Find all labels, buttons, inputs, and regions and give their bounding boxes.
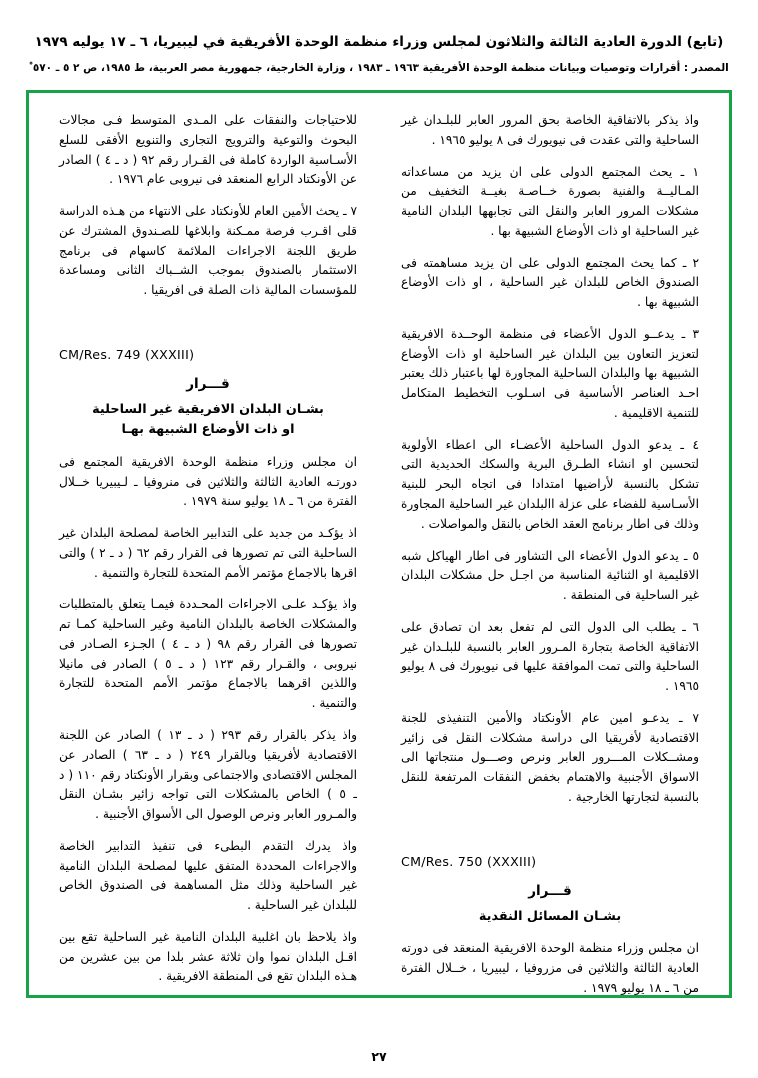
paragraph: ٥ ـ يدعو الدول الأعضاء الى التشاور فى اطار الهياكل شبه الاقليمية او الثنائية المناسبة من اجـل حل مشكلات البلدان غير الساحلية فى المنطقة .: [401, 548, 699, 603]
source-line: المصدر : أقرارات وتوصيات وبيانات منظمة الوحدة الأفريقية ١٩٦٣ ـ ١٩٨٣ ، وزارة الخارجية، جمهورية مصر العربية، ط ١٩٨٥، ص ٢ ٥ ـ ٥٧٠ ْ: [29, 62, 729, 75]
resolution-code: CM/Res. 749 (XXXIII): [59, 346, 195, 362]
paragraph: ان مجلس وزراء منظمة الوحدة الافريقية المنعقد فى دورته العادية الثالثة والثلاثين فى مزروفيا ، ليبيريا ، خــلال الفترة من ٦ ـ ١٨ يوليو ١٩٧٩ .: [401, 941, 699, 995]
paragraph: للاحتياجات والنفقات على المـدى المتوسط فـى مجالات البحوث والتوعية والترويج التجارى والتنويع الأفقى للسلع الأسـاسية الواردة كاملة فى القـرار رقم ٩٢ ( د ـ ٤ ) الصادر عن الأونكتاد الرابع المنعقد فى نيروبى عام ١٩٧٦ .: [59, 113, 358, 187]
content-frame: [26, 90, 732, 998]
paragraph: واذ يدرك التقدم البطىء فى تنفيذ التدابير الخاصة والاجراءات المحددة المتفق عليها لمصلحة البلدان النامية غير الساحلية وذلك مثل المساهمة فى الصندوق الخاص للبلدان غير الساحلية .: [59, 838, 357, 913]
paragraph: اذ يؤكـد من جديد على التدابير الخاصة لمصلحة البلدان غير الساحلية التى تم تصورها فى القرار رقم ٦٢ ( د ـ ٢ ) والتى اقرها بالاجماع مؤتمر الأمم المتحدة للتجارة والتنمية .: [59, 526, 358, 580]
paragraph: ٧ ـ يدعـو امين عام الأونكتاد والأمين التنفيذى للجنة الاقتصادية لأفريقيا الى دراسة مشكلات النقل فى زائير ومشــكلات المـــرور العابر ونرص وصـــول منتجاتها الى الاسواق الأجنبية والاهتمام بخفض النفقات المرتفعة للنقل بالنسبة لتجارتها الخارجية .: [401, 710, 699, 804]
block-spacer: [59, 313, 357, 331]
resolution-subject: بشـان المسائل النقدية: [478, 908, 622, 924]
paragraph: ان مجلس وزراء منظمة الوحدة الافريقية المجتمع فى دورتـه العادية الثالثة والثلاثين فى منروفيا ـ لـيبيريا خــلال الفترة من ٦ ـ ١٨ يوليو سنة ١٩٧٩ .: [59, 454, 357, 509]
paragraph: ٧ ـ يحث الأمين العام للأونكتاد على الانتهاء من هـذه الدراسة قلى اقـرب فرصة ممـكنة وابلاغها للصـندوق المشترك عن طريق اللجنة الاجراءات الملائمة كاسهام فى برنامج الاستثمار بالصندوق بموجب الشــباك الثانى ومساعدة للمؤسسات المالية ذات الصلة فى افريقيا .: [59, 204, 357, 298]
paragraph: واذ يلاحظ بان اغلبية البلدان النامية غير الساحلية تقع بين اقـل البلدان نموا وان ثلاثة عشر بلدا من بين عشرين من هـذه البلدان تقع فى المنطقة الافريقية .: [59, 929, 357, 984]
resolution-heading: قـــرار: [528, 882, 572, 899]
resolution-subject: بشـان البلدان الافريقية غير الساحلية او ذات الأوضاع الشبيهة بهـا: [92, 401, 324, 438]
column-left: [41, 107, 379, 985]
resolution-heading: قـــرار: [186, 375, 230, 392]
paragraph: ١ ـ يحث المجتمع الدولى على ان يزيد من مساعداته المـاليــة والفنية بصورة خــاصـة بغيــة التخفيف من مشكلات المرور العابر والنقل التى تجابهها البلدان النامية غير الساحلية او ذات الأوضاع الشبيهة بها .: [401, 164, 699, 238]
paragraph: ٤ ـ يدعو الدول الساحلية الأعضـاء الى اعطاء الأولوية لتحسين او انشاء الطـرق البرية والسكك الحديدية التى تشكل بالنسبة لأراضيها امتدادا فى اتجاه البحر للبنية الأسـاسية للفضاء على عزلة االبلدان غير الساحلية المجاورة وذلك فى اطار برنامج العقد الخاص بالنقل والمواصلات .: [401, 437, 699, 531]
resolution-code: CM/Res. 750 (XXXIII): [401, 853, 537, 869]
paragraph: ٢ ـ كما يحث المجتمع الدولى على ان يزيد مساهمته فى الصندوق الخاص للبلدان غير الساحلية ، او ذات الأوضاع الشبيهة بها .: [401, 255, 699, 310]
paragraph: واذ يذكر بالاتفاقية الخاصة بحق المرور العابر للبلـدان غير الساحلية والتى عقدت فى نيويورك فى ٨ يوليو ١٩٦٥ .: [401, 113, 699, 147]
paragraph: واذ يؤكـد علـى الاجراءات المحـددة فيمـا يتعلق بالمتطلبات والمشكلات الخاصة بالبلدان النامية وغير الساحلية كمـا تم تصورها فى القرار رقم ٩٨ ( د ـ ٤ ) الجـزء الصـادر فى نيروبى ، والقـرار رقم ١٢٣ ( د ـ ٥ ) الصادر فى مانيلا واللذين اقرهما بالاجماع مؤتمر الأمم المتحدة للتجارة والتنمية .: [59, 597, 358, 711]
page-number: ٢٧: [371, 1049, 387, 1064]
paragraph: ٦ ـ يطلب الى الدول التى لم تفعل بعد ان تصادق على الاتفاقية الخاصة بتجارة المـرور العابر بالنسبة للبلـدان غير الساحلية والتى تمت الموافقة عليها فى نيويورك فى ٨ يوليو ١٩٦٥ .: [401, 619, 699, 694]
page-title: (تابع) الدورة العادية الثالثة والثلاثون لمجلس وزراء منظمة الوحدة الأفريقية في ليبيريا، ٦ ـ ١٧ يوليه ١٩٧٩: [34, 34, 724, 50]
paragraph: ٣ ـ يدعــو الدول الأعضاء فى منظمة الوحــدة الافريقية لتعزيز التعاون بين البلدان غير الساحلية او ذات الأوضاع الشبيهة بها والبلدان الساحلية المجاورة لها باعتبار ذلك يعتبر احـد العناصر الأساسية فى اسـلوب التخطيط المتكامل للتنمية الاقليمية .: [401, 326, 699, 420]
column-right: [379, 107, 717, 995]
block-spacer: [401, 820, 699, 838]
paragraph: واذ يذكر بالقرار رقم ٢٩٣ ( د ـ ١٣ ) الصادر عن اللجنة الاقتصادية لأفريقيا وبالقرار ٢٤٩ ( د ـ ٦٣ ) الصادر عن المجلس الاقتصادى والاجتماعى وبقرار الأونكتاد رقم ١١٠ ( د ـ ٥ ) الخاص بالمشكلات التى تواجه زائير بشـان النقل والمـرور العابر ونرص الوصول الى الأسواق الأجنبية .: [59, 728, 357, 822]
